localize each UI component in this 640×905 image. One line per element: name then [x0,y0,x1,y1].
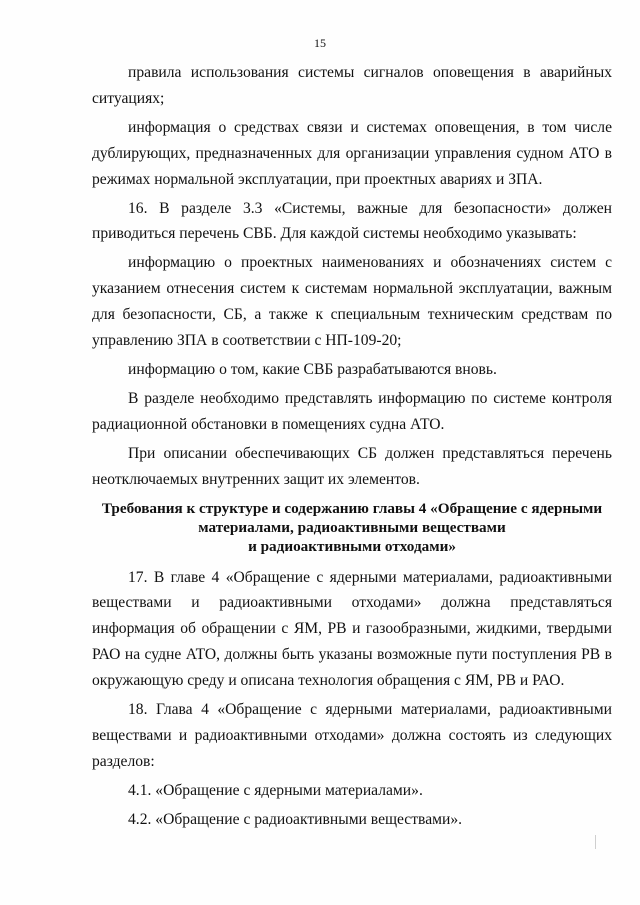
paragraph-signal-rules: правила использования системы сигналов оповещения в аварийных ситуациях; [92,64,612,107]
paragraph-item-18: 18. Глава 4 «Обращение с ядерными материалами, радиоактивными веществами и радиоактивными отходами» должна состоять из следующих разделов: [92,701,612,770]
paragraph-subsection-4-1: 4.1. «Обращение с ядерными материалами». [128,781,423,799]
document-body [92,60,612,836]
heading-line-1: Требования к структуре и содержанию главы 4 «Обращение с ядерными [101,499,603,517]
section-heading-chapter-4 [92,499,612,556]
heading-line-2: материалами, радиоактивными веществами [198,518,506,536]
paragraph-communication-info: информация о средствах связи и системах оповещения, в том числе дублирующих, предназначенных для организации управления судном АТО в режимах нормальной эксплуатации, при проектных авариях и ЗПА. [92,118,612,188]
page-number: 15 [314,36,326,50]
paragraph-design-names: информацию о проектных наименованиях и обозначениях систем с указанием отнесения систем к системам нормальной эксплуатации, важным для безопасности, СБ, а также к специальным техническим средствам по управлению ЗПА в соответствии с НП-109-20; [92,254,612,350]
heading-line-3: и радиоактивными отходами» [248,537,456,555]
paragraph-new-systems: информацию о том, какие СВБ разрабатываются вновь. [128,360,497,378]
scan-artifact-mark [595,835,596,849]
paragraph-item-17: 17. В главе 4 «Обращение с ядерными материалами, радиоактивными веществами и радиоактивными отходами» должна представляться информация об обращении с ЯМ, РВ и газообразными, жидкими, твердыми РАО на судне АТО, должны быть указаны возможные пути поступления РВ в окружающую среду и описана технология обращения с ЯМ, РВ и РАО. [92,568,612,690]
paragraph-subsection-4-2: 4.2. «Обращение с радиоактивными веществами». [128,810,463,828]
paragraph-radiation-control: В разделе необходимо представлять информацию по системе контроля радиационной обстановки в помещениях судна АТО. [92,389,612,433]
paragraph-internal-protection: При описании обеспечивающих СБ должен представляться перечень неотключаемых внутренних защит их элементов. [92,444,612,488]
paragraph-item-16: 16. В разделе 3.3 «Системы, важные для безопасности» должен приводиться перечень СВБ. Для каждой системы необходимо указывать: [92,199,612,243]
